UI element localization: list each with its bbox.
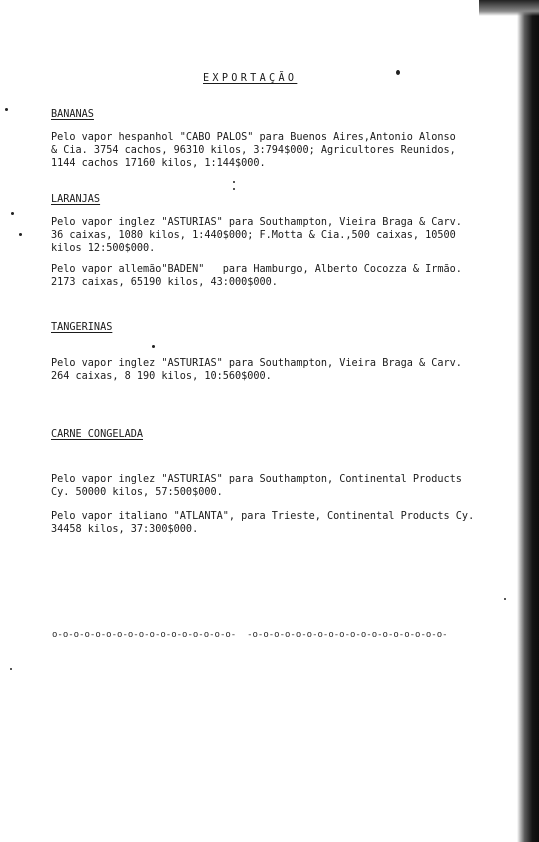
laranjas-p2-line-2: 2173 caixas, 65190 kilos, 43:000$000. <box>51 277 278 288</box>
laranjas-p2-line-1: Pelo vapor allemão"BADEN" para Hamburgo, Alberto Cocozza & Irmão. <box>51 264 462 275</box>
scan-speck <box>5 108 8 111</box>
section-heading-bananas: BANANAS <box>51 109 94 120</box>
bananas-line-1: Pelo vapor hespanhol "CABO PALOS" para Buenos Aires,Antonio Alonso <box>51 132 456 143</box>
scan-speck <box>396 70 400 75</box>
carne-p1-line-2: Cy. 50000 kilos, 57:500$000. <box>51 487 223 498</box>
laranjas-p1-line-1: Pelo vapor inglez "ASTURIAS" para Southampton, Vieira Braga & Carv. <box>51 217 462 228</box>
document-title: EXPORTAÇÃO <box>203 73 298 84</box>
section-heading-tangerinas: TANGERINAS <box>51 322 113 333</box>
closing-divider: o-o-o-o-o-o-o-o-o-o-o-o-o-o-o-o-o- -o-o-o-o-o-o-o-o-o-o-o-o-o-o-o-o-o-o- <box>52 630 448 640</box>
scan-speck <box>233 188 235 190</box>
scan-speck <box>11 212 14 215</box>
carne-p1-line-1: Pelo vapor inglez "ASTURIAS" para Southampton, Continental Products <box>51 474 462 485</box>
scan-speck <box>504 598 506 600</box>
bananas-line-3: 1144 cachos 17160 kilos, 1:144$000. <box>51 158 266 169</box>
carne-p2-line-1: Pelo vapor italiano "ATLANTA", para Trieste, Continental Products Cy. <box>51 511 475 522</box>
section-heading-laranjas: LARANJAS <box>51 194 101 205</box>
section-heading-carne-congelada: CARNE CONGELADA <box>51 429 144 440</box>
tangerinas-line-1: Pelo vapor inglez "ASTURIAS" para Southampton, Vieira Braga & Carv. <box>51 358 462 369</box>
scan-speck <box>10 668 12 670</box>
carne-p2-line-2: 34458 kilos, 37:300$000. <box>51 524 199 535</box>
tangerinas-line-2: 264 caixas, 8 190 kilos, 10:560$000. <box>51 371 272 382</box>
scan-speck <box>19 233 22 236</box>
laranjas-p1-line-3: kilos 12:500$000. <box>51 243 156 254</box>
scan-speck <box>152 345 155 348</box>
scan-speck <box>233 181 235 183</box>
bananas-line-2: & Cia. 3754 cachos, 96310 kilos, 3:794$000; Agricultores Reunidos, <box>51 145 456 156</box>
laranjas-p1-line-2: 36 caixas, 1080 kilos, 1:440$000; F.Motta & Cia.,500 caixas, 10500 <box>51 230 456 241</box>
